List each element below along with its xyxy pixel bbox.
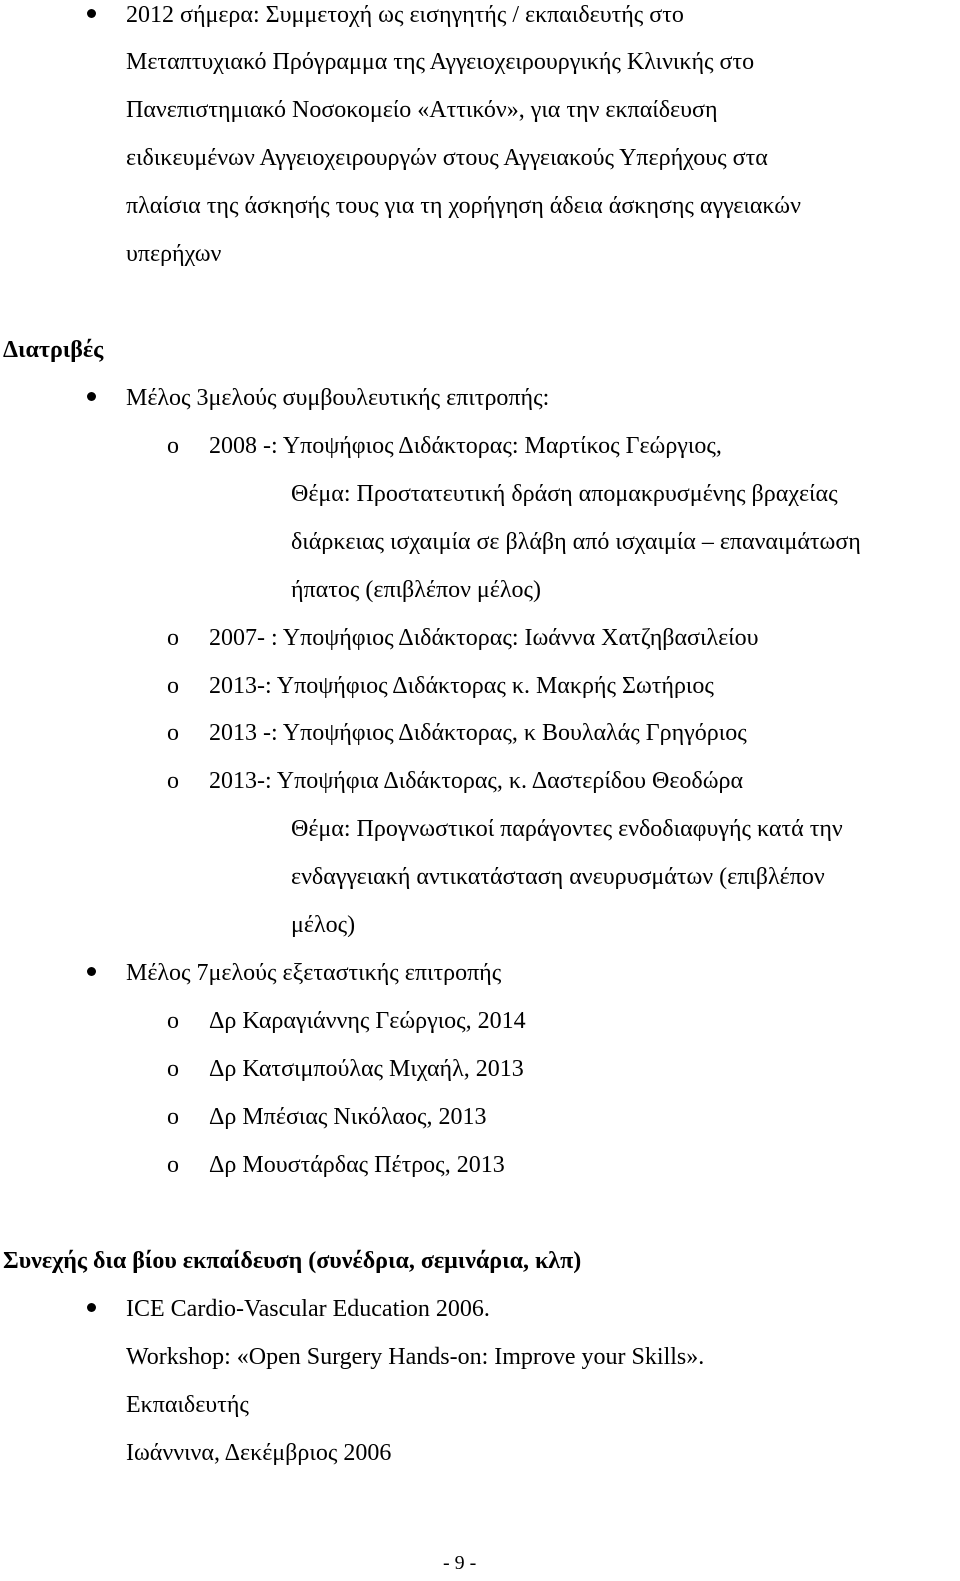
education-item-line-2: Workshop: «Open Surgery Hands-on: Improve your Skills». <box>126 1344 705 1370</box>
bullet-icon <box>87 967 96 976</box>
circle-marker-icon: o <box>167 1008 179 1034</box>
circle-marker-icon: o <box>167 720 179 746</box>
education-item-line-4: Ιωάννινα, Δεκέμβριος 2006 <box>126 1440 392 1466</box>
committee7-item-1: Δρ Καραγιάννης Γεώργιος, 2014 <box>209 1008 526 1034</box>
circle-marker-icon: o <box>167 1056 179 1082</box>
circle-marker-icon: o <box>167 768 179 794</box>
committee3-topic2-line-1: Θέμα: Προγνωστικοί παράγοντες ενδοδιαφυγής κατά την <box>291 816 843 842</box>
committee3-item-2: 2007- : Υποψήφιος Διδάκτορας: Ιωάννα Χατζηβασιλείου <box>209 625 759 651</box>
teaching-item-line-1: 2012 σήμερα: Συμμετοχή ως εισηγητής / εκπαιδευτής στο <box>126 2 684 28</box>
bullet-icon <box>87 9 96 18</box>
bullet-icon <box>87 392 96 401</box>
circle-marker-icon: o <box>167 673 179 699</box>
education-heading: Συνεχής δια βίου εκπαίδευση (συνέδρια, σεμινάρια, κλπ) <box>3 1248 582 1274</box>
committee7-label: Μέλος 7μελούς εξεταστικής επιτροπής <box>126 960 502 986</box>
teaching-item-line-6: υπερήχων <box>126 241 222 267</box>
committee7-item-2: Δρ Κατσιμπούλας Μιχαήλ, 2013 <box>209 1056 524 1082</box>
committee3-topic1-line-1: Θέμα: Προστατευτική δράση απομακρυσμένης βραχείας <box>291 481 838 507</box>
committee3-item-4: 2013 -: Υποψήφιος Διδάκτορας, κ Βουλαλάς Γρηγόριος <box>209 720 747 746</box>
committee3-topic2-line-2: ενδαγγειακή αντικατάσταση ανευρυσμάτων (επιβλέπον <box>291 864 825 890</box>
teaching-item-line-2: Μεταπτυχιακό Πρόγραμμα της Αγγειοχειρουργικής Κλινικής στο <box>126 49 755 75</box>
circle-marker-icon: o <box>167 433 179 459</box>
dissertations-heading: Διατριβές <box>3 337 104 363</box>
committee3-item-3: 2013-: Υποψήφιος Διδάκτορας κ. Μακρής Σωτήριος <box>209 673 714 699</box>
page-number: - 9 - <box>443 1552 477 1574</box>
committee3-item-5: 2013-: Υποψήφια Διδάκτορας, κ. Δαστερίδου Θεοδώρα <box>209 768 744 794</box>
circle-marker-icon: o <box>167 625 179 651</box>
education-item-line-3: Εκπαιδευτής <box>126 1392 249 1418</box>
education-item-line-1: ICE Cardio-Vascular Education 2006. <box>126 1296 490 1322</box>
teaching-item-line-4: ειδικευμένων Αγγειοχειρουργών στους Αγγειακούς Υπερήχους στα <box>126 145 768 171</box>
committee3-label: Μέλος 3μελούς συμβουλευτικής επιτροπής: <box>126 385 550 411</box>
committee3-topic1-line-3: ήπατος (επιβλέπον μέλος) <box>291 577 542 603</box>
circle-marker-icon: o <box>167 1152 179 1178</box>
teaching-item-line-3: Πανεπιστημιακό Νοσοκομείο «Αττικόν», για την εκπαίδευση <box>126 97 718 123</box>
committee7-item-4: Δρ Μουστάρδας Πέτρος, 2013 <box>209 1152 505 1178</box>
teaching-item-line-5: πλαίσια της άσκησής τους για τη χορήγηση άδεια άσκησης αγγειακών <box>126 193 801 219</box>
committee3-topic2-line-3: μέλος) <box>291 912 356 938</box>
committee3-topic1-line-2: διάρκειας ισχαιμία σε βλάβη από ισχαιμία – επαναιμάτωση <box>291 529 861 555</box>
bullet-icon <box>87 1303 96 1312</box>
committee3-item-1: 2008 -: Υποψήφιος Διδάκτορας: Μαρτίκος Γεώργιος, <box>209 433 722 459</box>
circle-marker-icon: o <box>167 1104 179 1130</box>
committee7-item-3: Δρ Μπέσιας Νικόλαος, 2013 <box>209 1104 487 1130</box>
